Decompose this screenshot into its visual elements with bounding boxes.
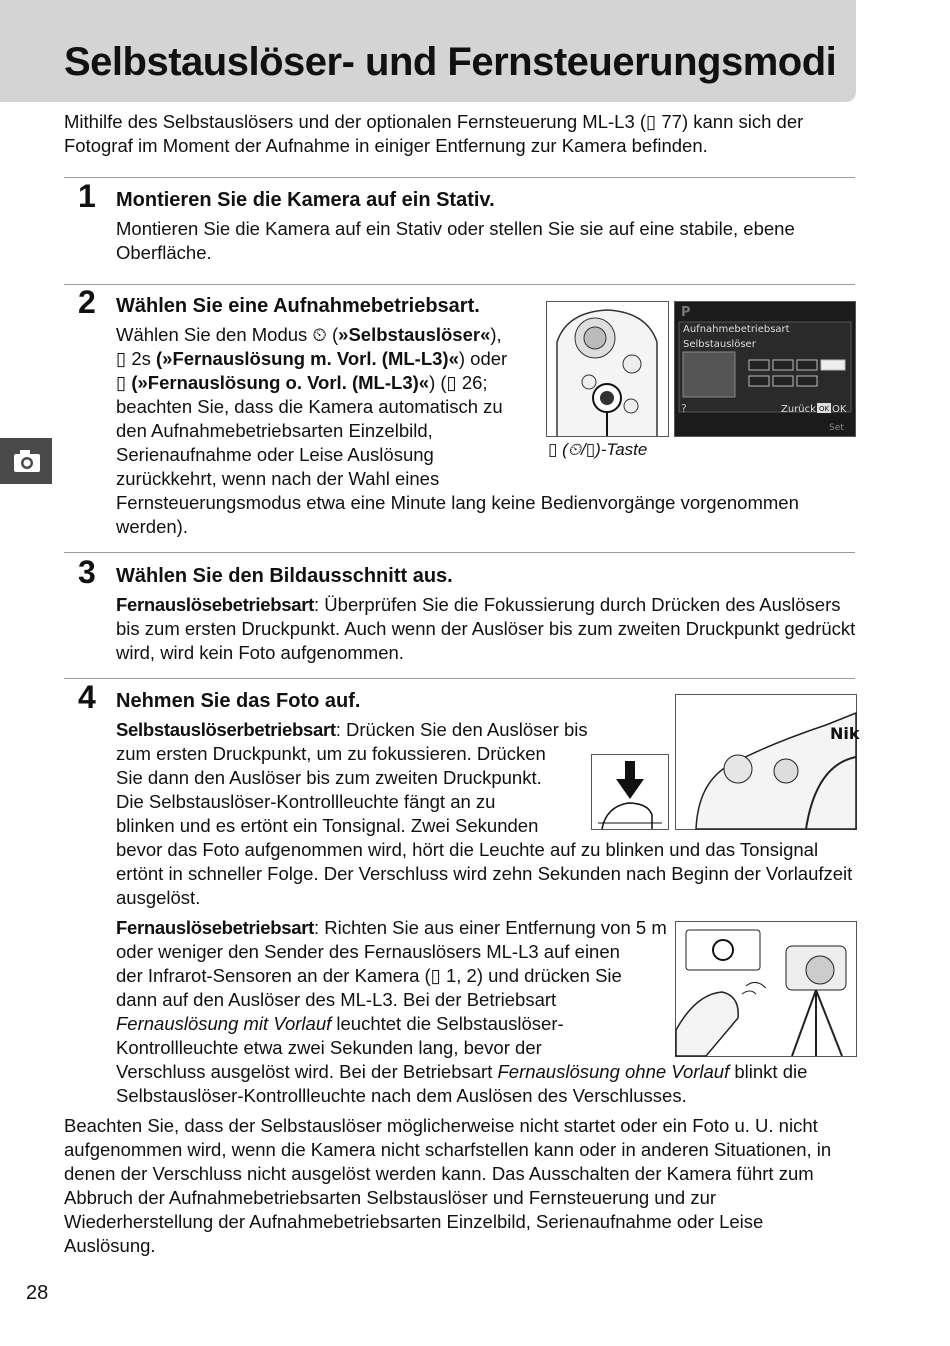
footer-note: Beachten Sie, dass der Selbstauslöser möglicherweise nicht startet oder ein Foto u. U. nicht aufgenommen wird, wenn die Kamera nicht scharfstellen kann oder in anderen Situationen, in denen der Verschluss nicht ausgelöst werden kann. Das Ausschalten der Kamera führt zum Abbruch der Aufnahmebetriebsarten Selbstauslöser und Fernsteuerung und zur Wiederherstellung der Aufnahmebetriebsarten Einzelbild, Serienaufnahme oder Leise Auslösung. (64, 1115, 832, 1256)
remote-quick-icon: ▯ (116, 372, 127, 393)
brand-logo: Nik (830, 724, 860, 743)
figure-caption: ▯ (⏲/▯)-Taste (548, 440, 648, 459)
step-text: Fernauslösebetriebsart: Überprüfen Sie die Fokussierung durch Drücken des Auslösers bis zum ersten Druckpunkt. Auch wenn der Auslöser bis zum zweiten Druckpunkt gedrückt wird, wird kein Foto aufgenommen. (116, 594, 856, 663)
set-label: Set (829, 423, 844, 433)
back-label: Zurück (781, 404, 816, 415)
divider (64, 284, 855, 285)
menu-title: Aufnahmebetriebsart (683, 324, 790, 335)
svg-text:OK: OK (832, 404, 847, 415)
camera-top-icon (547, 302, 668, 436)
step-text: Fernauslösebetriebsart: Richten Sie aus einer Entfernung von 5 m oder weniger den Sender des Fernauslösers ML-L3 auf einen der Infrarot-Sensoren an der Kamera (▯ 1, 2) und drücken Sie dann auf den Auslöser des ML-L3. Bei der Betriebsart Fernauslösung mit Vorlauf leuchtet die Selbstauslöser- Kontrollleuchte etwa zwei Sekunden lang, bevor der (116, 917, 667, 1058)
step-text: Montieren Sie die Kamera auf ein Stativ oder stellen Sie sie auf eine stabile, ebene Oberfläche. (116, 218, 795, 263)
self-timer-option-icon (821, 360, 845, 370)
divider (64, 678, 855, 679)
intro-text: Mithilfe des Selbstauslösers und der optionalen Fernsteuerung ML-L3 (▯ 77) kann sich der Fotograf im Moment der Aufnahme in einiger Entfernung zur Kamera befinden. (64, 111, 804, 156)
step-number: 1 (78, 178, 96, 214)
page-title: Selbstauslöser- und Fernsteuerungsmodi (64, 40, 837, 84)
step-text: Wählen Sie den Modus ⏲ (»Selbstauslöser«), ▯ 2s (»Fernauslösung m. Vorl. (ML-L3)«) oder ▯ (»Fernauslösung o. Vorl. (ML-L3)«) (▯ 26; beachten Sie, dass die Kamera automatisch zu den Aufnahmebetriebsarten Einzelbild, Serienaufnahme oder Leise Auslösung zurückkehrt, wenn nach der Wahl eines (116, 324, 508, 489)
press-arrow-icon (592, 755, 668, 829)
step-text: Verschluss ausgelöst wird. Bei der Betriebsart Fernauslösung ohne Vorlauf blinkt die Selbstauslöser-Kontrollleuchte nach dem Auslösen des Verschlusses. (116, 1061, 808, 1106)
shutter-press-illustration (591, 754, 669, 830)
camera-front-illustration (675, 694, 860, 830)
step-text: Selbstauslöserbetriebsart: Drücken Sie den Auslöser bis zum ersten Druckpunkt, um zu fokussieren. Drücken Sie dann den Auslöser bis zum zweiten Druckpunkt. Die Selbstauslöser-Kontrollleuchte fängt an zu blinken und es ertönt ein Tonsignal. Zwei Sekunden (116, 719, 588, 836)
step-text: Fernsteuerungsmodus etwa eine Minute lang keine Bedienvorgänge vorgenommen werden). (116, 492, 799, 537)
remote-delay-icon: ▯ 2s (116, 348, 151, 369)
divider (64, 552, 855, 553)
step-text: bevor das Foto aufgenommen wird, hört die Leuchte auf zu blinken und das Tonsignal ertönt in schneller Folge. Der Verschluss wird zehn Sekunden nach Beginn der Vorlaufzeit ausgelöst. (116, 839, 853, 908)
remote-control-illustration (675, 921, 857, 1057)
ir-signal-icon (742, 982, 766, 994)
camera-icon (0, 438, 52, 484)
selected-mode: Selbstauslöser (683, 339, 756, 350)
step-number: 2 (78, 284, 96, 320)
camera-dial-illustration (546, 301, 669, 437)
sample-photo-icon (683, 352, 735, 397)
page-number: 28 (26, 1282, 49, 1304)
step-number: 4 (78, 679, 96, 715)
step-number: 3 (78, 554, 96, 590)
help-icon: ? (681, 402, 687, 415)
self-timer-lamp-icon (774, 759, 798, 783)
step-heading: Montieren Sie die Kamera auf ein Stativ. (116, 189, 495, 211)
side-tab (0, 438, 52, 484)
step-heading: Nehmen Sie das Foto auf. (116, 690, 361, 712)
step-heading: Wählen Sie den Bildausschnitt aus. (116, 565, 453, 587)
self-timer-icon: ⏲ (312, 324, 327, 345)
lamp-on-icon (713, 940, 733, 960)
mode-label: P (681, 305, 691, 320)
lcd-screen-illustration (674, 301, 856, 437)
step-heading: Wählen Sie eine Aufnahmebetriebsart. (116, 295, 480, 317)
svg-text:OK: OK (819, 405, 830, 413)
hand-icon (676, 992, 738, 1056)
divider (64, 177, 855, 178)
